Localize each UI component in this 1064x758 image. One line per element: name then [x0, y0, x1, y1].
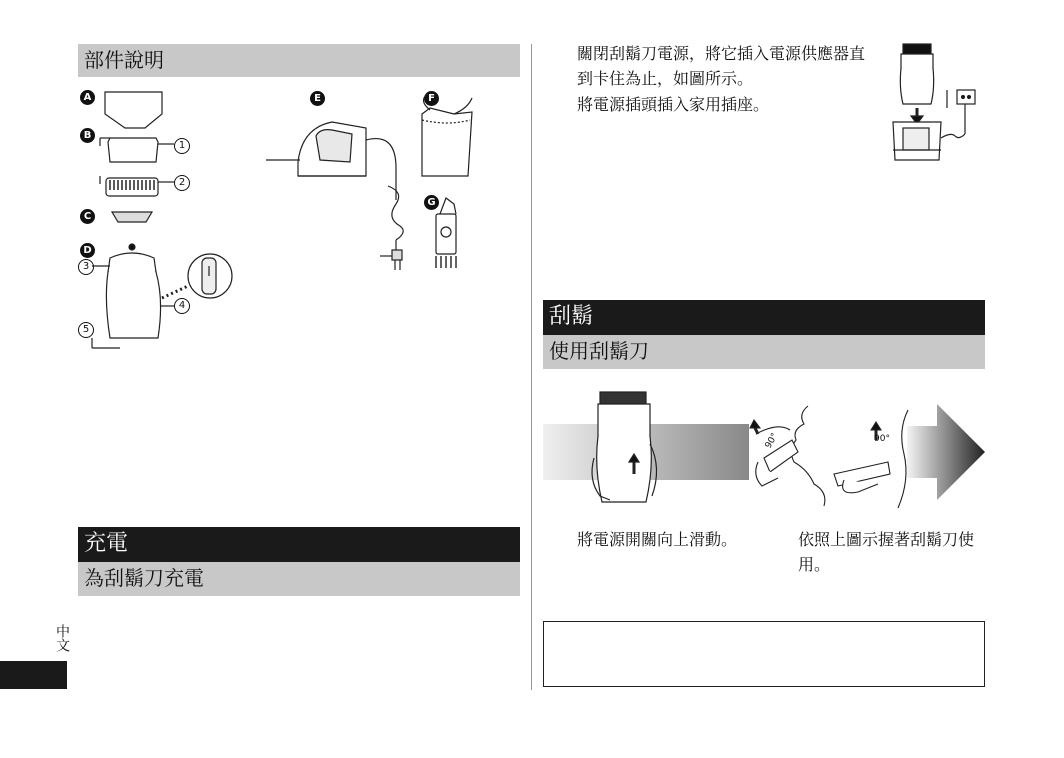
angle-label-1: 90° [763, 431, 781, 451]
label-5: 5 [78, 322, 94, 338]
language-tab-label: 中文 [54, 624, 70, 652]
label-d: D [80, 243, 95, 258]
shave-subtitle: 使用刮鬍刀 [543, 335, 985, 369]
label-b: B [80, 128, 95, 143]
instruction-plug: 將電源插頭插入家用插座。 [577, 95, 770, 114]
label-3: 3 [78, 259, 94, 275]
parts-title: 部件說明 [78, 44, 520, 77]
column-divider [531, 44, 532, 690]
language-tab [0, 661, 67, 689]
label-e: E [310, 91, 325, 106]
parts-illustration [70, 80, 530, 380]
label-4: 4 [174, 298, 190, 314]
arrow-right-icon [907, 404, 987, 500]
instruction-insert: 關閉刮鬍刀電源，將它插入電源供應器直到卡住為止，如圖所示。 [577, 44, 866, 88]
shave-title: 刮鬍 [543, 300, 985, 335]
caption-hold: 依照上圖示握著刮鬍刀使用。 [798, 530, 975, 574]
note-box [543, 621, 985, 687]
label-c: C [80, 209, 95, 224]
label-1: 1 [174, 138, 190, 154]
charge-title: 充電 [78, 527, 520, 562]
label-a: A [80, 90, 95, 105]
charging-illustration [885, 42, 985, 172]
label-f: F [424, 91, 439, 106]
caption-switch: 將電源開關向上滑動。 [577, 530, 738, 549]
label-g: G [424, 195, 439, 210]
switch-illustration [592, 388, 702, 508]
angle-label-2: 90° [874, 434, 890, 444]
label-2: 2 [174, 175, 190, 191]
charge-subtitle: 為刮鬍刀充電 [78, 562, 520, 596]
